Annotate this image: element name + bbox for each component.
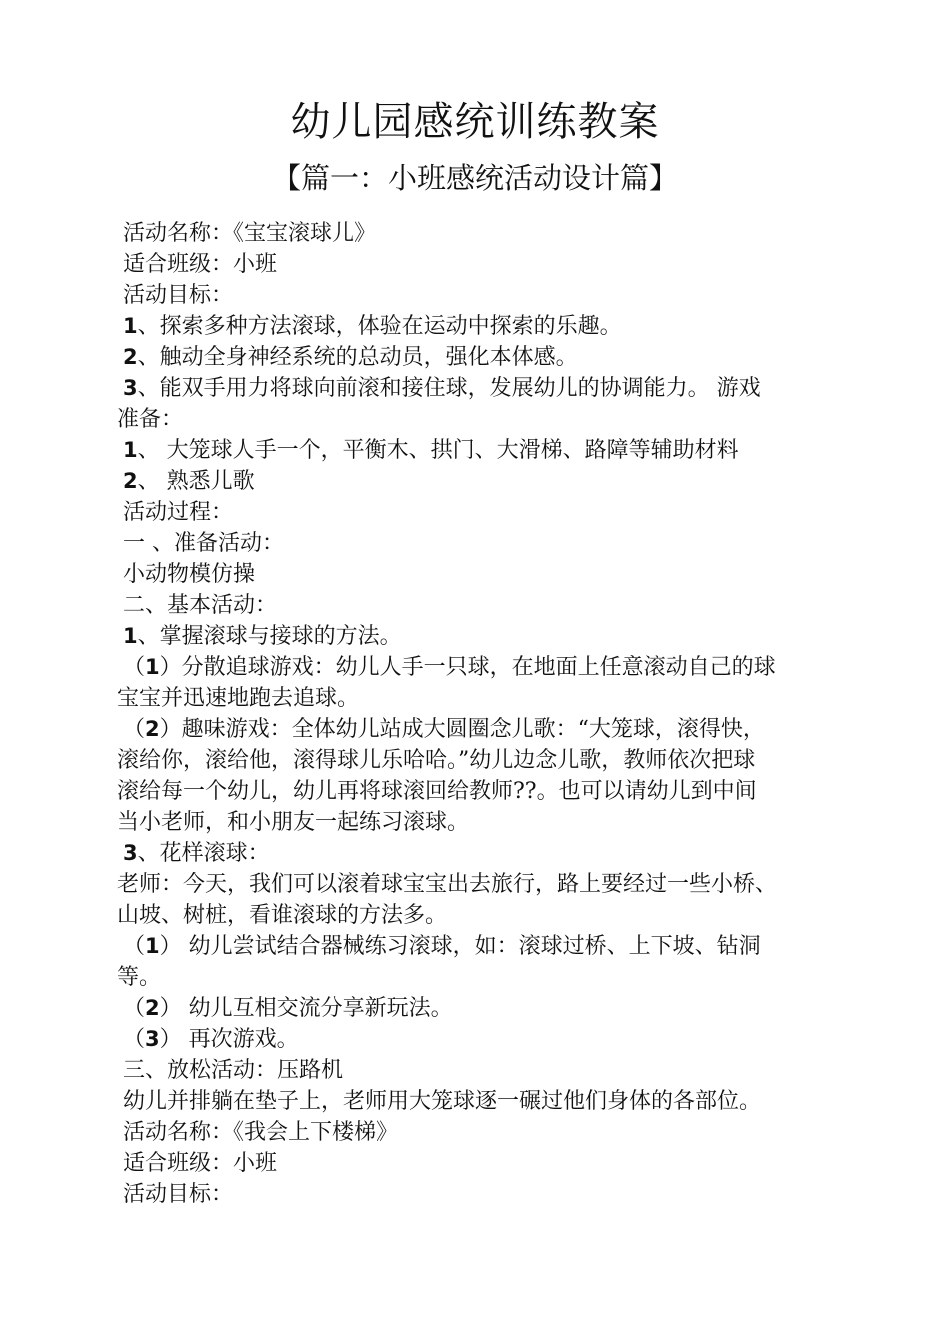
- line-text: 适合班级：小班: [123, 1151, 278, 1176]
- line-text: 活动名称：《宝宝滚球儿》: [123, 221, 377, 246]
- line-text: ）分散追球游戏：幼儿人手一只球，在地面上任意滚动自己的球: [159, 655, 776, 680]
- text-line: [117, 962, 857, 993]
- line-text: 当小老师，和小朋友一起练习滚球。: [117, 810, 470, 835]
- list-number: 1: [123, 624, 138, 648]
- text-line: [117, 807, 857, 838]
- text-line: [117, 404, 857, 435]
- text-line: [117, 1148, 857, 1179]
- line-text: 适合班级：小班: [123, 252, 278, 277]
- text-line: [117, 745, 857, 776]
- text-line: [117, 652, 857, 683]
- line-text: ）趣味游戏：全体幼儿站成大圆圈念儿歌：“大笼球，滚得快，: [159, 717, 765, 742]
- paren: （: [123, 934, 146, 959]
- text-line: [117, 466, 857, 497]
- list-number: 3: [123, 841, 138, 865]
- text-line: [117, 497, 857, 528]
- line-text: 小动物模仿操: [123, 562, 256, 587]
- line-text: 、能双手用力将球向前滚和接住球，发展幼儿的协调能力。 游戏: [137, 376, 761, 401]
- text-line: [117, 1117, 857, 1148]
- line-text: 一 、准备活动：: [123, 531, 284, 556]
- list-number: 2: [123, 345, 138, 369]
- text-line: [117, 1179, 857, 1210]
- text-line: [117, 1086, 857, 1117]
- line-text: 滚给你，滚给他，滚得球儿乐哈哈。”幼儿边念儿歌，教师依次把球: [117, 748, 756, 773]
- list-number: 1: [145, 934, 160, 958]
- text-line: [117, 528, 857, 559]
- line-text: 三、放松活动：压路机: [123, 1058, 344, 1083]
- line-text: 幼儿并排躺在垫子上，老师用大笼球逐一碾过他们身体的各部位。: [123, 1089, 762, 1114]
- text-line: [117, 1055, 857, 1086]
- line-text: 活动目标：: [123, 283, 234, 308]
- list-number: 2: [123, 469, 138, 493]
- paren: （: [123, 1027, 146, 1052]
- text-line: [117, 590, 857, 621]
- text-line: [117, 1024, 857, 1055]
- text-line: [117, 683, 857, 714]
- line-text: 准备：: [117, 407, 184, 432]
- text-line: [117, 900, 857, 931]
- text-line: [117, 838, 857, 869]
- line-text: ） 再次游戏。: [159, 1027, 299, 1052]
- text-line: [117, 218, 857, 249]
- line-text: 活动过程：: [123, 500, 234, 525]
- line-text: 二、基本活动：: [123, 593, 278, 618]
- text-line: [117, 714, 857, 745]
- text-line: [117, 373, 857, 404]
- list-number: 2: [145, 717, 160, 741]
- line-text: 、 大笼球人手一个，平衡木、拱门、大滑梯、路障等辅助材料: [137, 438, 739, 463]
- line-text: 等。: [117, 965, 162, 990]
- list-number: 1: [145, 655, 160, 679]
- text-line: [117, 931, 857, 962]
- line-text: 、 熟悉儿歌: [137, 469, 255, 494]
- list-number: 3: [145, 1027, 160, 1051]
- line-text: 、触动全身神经系统的总动员，强化本体感。: [137, 345, 578, 370]
- paren: （: [123, 655, 146, 680]
- document-title: 幼儿园感统训练教案: [290, 99, 660, 145]
- line-text: 山坡、树桩，看谁滚球的方法多。: [117, 903, 448, 928]
- text-line: [117, 435, 857, 466]
- line-text: 宝宝并迅速地跑去追球。: [117, 686, 360, 711]
- line-text: 活动名称：《我会上下楼梯》: [123, 1120, 399, 1145]
- paren: （: [123, 717, 146, 742]
- text-line: [117, 280, 857, 311]
- list-number: 1: [123, 438, 138, 462]
- line-text: 活动目标：: [123, 1182, 234, 1207]
- section-heading: 【篇一：小班感统活动设计篇】: [271, 161, 678, 195]
- list-number: 3: [123, 376, 138, 400]
- list-number: 2: [145, 996, 160, 1020]
- line-text: 、花样滚球：: [137, 841, 270, 866]
- line-text: 、探索多种方法滚球，体验在运动中探索的乐趣。: [137, 314, 622, 339]
- document-body: [117, 218, 857, 1210]
- line-text: ） 幼儿互相交流分享新玩法。: [159, 996, 453, 1021]
- text-line: [117, 249, 857, 280]
- text-line: [117, 869, 857, 900]
- line-text: ） 幼儿尝试结合器械练习滚球，如：滚球过桥、上下坡、钻洞: [159, 934, 761, 959]
- text-line: [117, 342, 857, 373]
- line-text: 滚给每一个幼儿，幼儿再将球滚回给教师??。也可以请幼儿到中间: [117, 779, 757, 804]
- text-line: [117, 559, 857, 590]
- text-line: [117, 776, 857, 807]
- text-line: [117, 621, 857, 652]
- paren: （: [123, 996, 146, 1021]
- list-number: 1: [123, 314, 138, 338]
- line-text: 老师：今天，我们可以滚着球宝宝出去旅行，路上要经过一些小桥、: [117, 872, 778, 897]
- text-line: [117, 311, 857, 342]
- text-line: [117, 993, 857, 1024]
- line-text: 、掌握滚球与接球的方法。: [137, 624, 402, 649]
